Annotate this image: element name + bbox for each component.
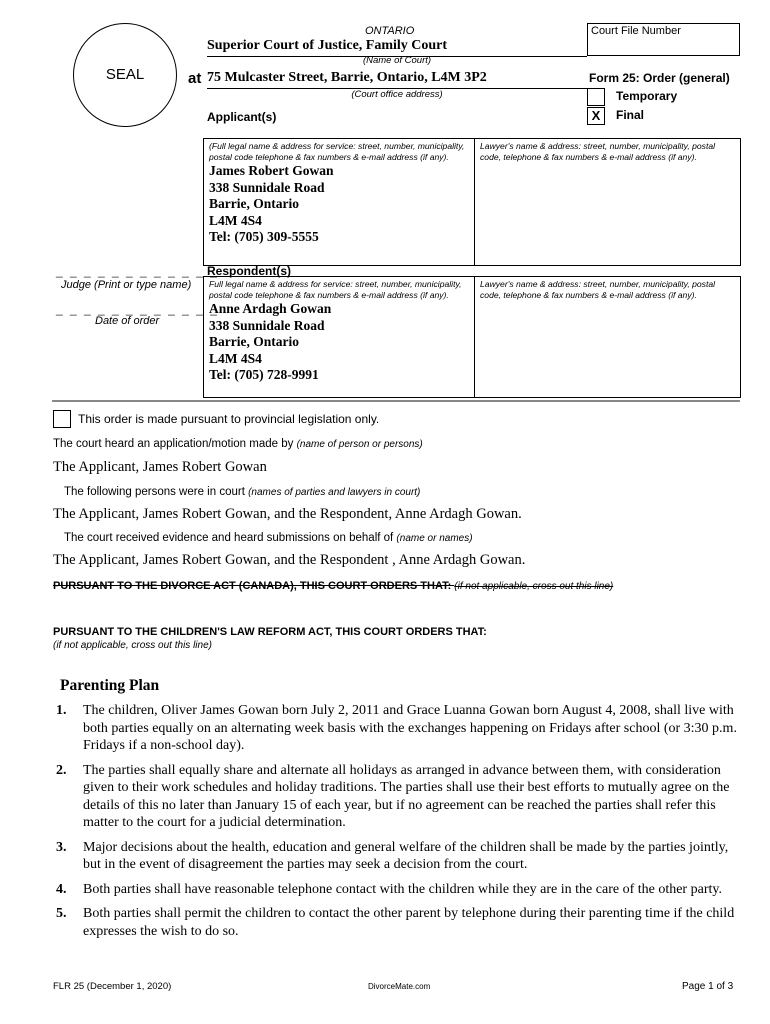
persons-in-court-value[interactable]: The Applicant, James Robert Gowan, and the Respondent, Anne Ardagh Gowan. <box>53 506 522 522</box>
evidence-hint: (name or names) <box>396 533 473 544</box>
applicant-party-cell[interactable] <box>204 139 475 265</box>
judge-label: Judge (Print or type name) <box>61 279 192 291</box>
respondent-postal: L4M 4S4 <box>209 350 262 366</box>
respondent-street: 338 Sunnidale Road <box>209 317 325 333</box>
footer-form-id: FLR 25 (December 1, 2020) <box>53 981 172 992</box>
order-item <box>56 839 740 874</box>
jurisdiction-label: ONTARIO <box>365 25 415 37</box>
provincial-legislation-checkbox[interactable] <box>53 410 71 428</box>
evidence-label <box>64 532 473 544</box>
clra-line: PURSUANT TO THE CHILDREN'S LAW REFORM ACT, THIS COURT ORDERS THAT: <box>53 626 487 638</box>
judge-signature-line[interactable]: _ _ _ _ _ _ _ _ _ _ _ _ <box>56 264 219 278</box>
respondent-lawyer-caption: Lawyer's name & address: street, number, municipality, postal code, telephone & fax numbers & e-mail address (if any). <box>480 279 716 300</box>
respondent-party-caption: Full legal name & address for service: street, number, municipality, postal code telephone & fax numbers & e-mail address (if any). <box>209 279 462 300</box>
divorce-act-text: PURSUANT TO THE DIVORCE ACT (CANADA), THIS COURT ORDERS THAT: <box>53 580 455 592</box>
order-item <box>56 881 740 899</box>
date-of-order-line[interactable]: _ _ _ _ _ _ _ _ _ _ _ _ <box>56 302 219 316</box>
applicant-city: Barrie, Ontario <box>209 196 299 211</box>
court-address-caption: (Court office address) <box>351 89 443 100</box>
evidence-text: The court received evidence and heard submissions on behalf of <box>64 532 397 544</box>
final-label: Final <box>616 108 645 122</box>
evidence-value[interactable]: The Applicant, James Robert Gowan, and the Respondent , Anne Ardagh Gowan. <box>53 552 526 568</box>
applicant-party-caption: (Full legal name & address for service: street, number, municipality, postal code telephone & fax numbers & e-mail address (if any). <box>209 141 465 162</box>
respondent-name: Anne Ardagh Gowan <box>209 301 332 316</box>
divorce-act-hint: (if not applicable, cross out this line) <box>454 581 614 592</box>
order-item <box>56 905 740 940</box>
order-list <box>56 702 740 947</box>
footer-site: DivorceMate.com <box>368 982 431 991</box>
form-title: Form 25: Order (general) <box>589 71 730 85</box>
temporary-checkbox[interactable] <box>587 88 605 106</box>
applicant-postal: L4M 4S4 <box>209 212 262 228</box>
order-text: Both parties shall have reasonable telephone contact with the children while they are in the care of the other party. <box>83 881 722 897</box>
order-number: 4. <box>56 881 67 897</box>
order-text: Both parties shall permit the children to contact the other parent by telephone during their parenting time if the child expresses the wish to do so. <box>83 906 735 939</box>
order-item <box>56 702 740 755</box>
order-text: Major decisions about the health, education and general welfare of the children shall be made by the parties jointly, but in the event of disagreement the parties may seek a decision from the court. <box>83 839 729 872</box>
applicant-table <box>203 138 741 266</box>
parenting-plan-heading: Parenting Plan <box>60 677 160 694</box>
applicant-section-label: Applicant(s) <box>207 110 277 124</box>
persons-in-court-text: The following persons were in court <box>64 486 249 498</box>
applicant-street: 338 Sunnidale Road <box>209 179 325 195</box>
section-divider <box>52 400 740 402</box>
respondent-section-label: Respondent(s) <box>207 264 291 278</box>
respondent-party-cell[interactable] <box>204 277 475 397</box>
date-of-order-label: Date of order <box>95 315 160 327</box>
court-name-field[interactable]: Superior Court of Justice, Family Court <box>207 38 587 57</box>
temporary-label: Temporary <box>616 89 678 103</box>
provincial-legislation-text: This order is made pursuant to provincial legislation only. <box>78 412 380 426</box>
at-label: at <box>188 70 202 87</box>
respondent-tel: Tel: (705) 728-9991 <box>209 367 319 382</box>
order-item <box>56 762 740 832</box>
court-file-number-label: Court File Number <box>591 25 681 37</box>
heard-application-hint: (name of person or persons) <box>296 439 423 450</box>
seal-label: SEAL <box>105 66 145 83</box>
heard-application-value[interactable]: The Applicant, James Robert Gowan <box>53 459 267 475</box>
persons-in-court-label <box>64 486 420 498</box>
court-name-caption: (Name of Court) <box>362 55 432 66</box>
applicant-tel: Tel: (705) 309-5555 <box>209 229 319 244</box>
order-number: 1. <box>56 703 67 718</box>
applicant-name: James Robert Gowan <box>209 163 334 178</box>
clra-hint: (if not applicable, cross out this line) <box>53 640 212 651</box>
applicant-lawyer-cell[interactable] <box>475 139 740 265</box>
applicant-lawyer-caption: Lawyer's name & address: street, number, municipality, postal code, telephone & fax numbers & e-mail address (if any). <box>480 141 716 162</box>
respondent-city: Barrie, Ontario <box>209 334 299 349</box>
heard-application-text: The court heard an application/motion made by <box>53 438 297 450</box>
divorce-act-line <box>53 580 613 592</box>
final-checkbox[interactable]: X <box>587 107 605 125</box>
respondent-lawyer-cell[interactable] <box>475 277 740 397</box>
respondent-table <box>203 276 741 398</box>
persons-in-court-hint: (names of parties and lawyers in court) <box>248 487 421 498</box>
court-address-field[interactable]: 75 Mulcaster Street, Barrie, Ontario, L4M 3P2 <box>207 70 587 89</box>
order-number: 2. <box>56 762 67 778</box>
order-text: The parties shall equally share and alternate all holidays as arranged in advance between them, with consideration given to their work schedules and holiday traditions. The parties shall use their best efforts to mutually agree on the details of this no later than January 15 of each year, but if no agreement can be reached the parties shall refer this matter to the court for a judicial determination. <box>83 762 730 830</box>
order-text: The children, Oliver James Gowan born July 2, 2011 and Grace Luanna Gowan born August 4, 2008, shall live with both parties equally on an alternating week basis with the exchanges happening on Fridays after school (or 3:30 p.m. Fridays if a non-school day). <box>83 703 737 753</box>
order-number: 5. <box>56 906 67 921</box>
footer-page-number: Page 1 of 3 <box>682 981 734 992</box>
heard-application-label <box>53 438 423 450</box>
order-number: 3. <box>56 839 67 855</box>
